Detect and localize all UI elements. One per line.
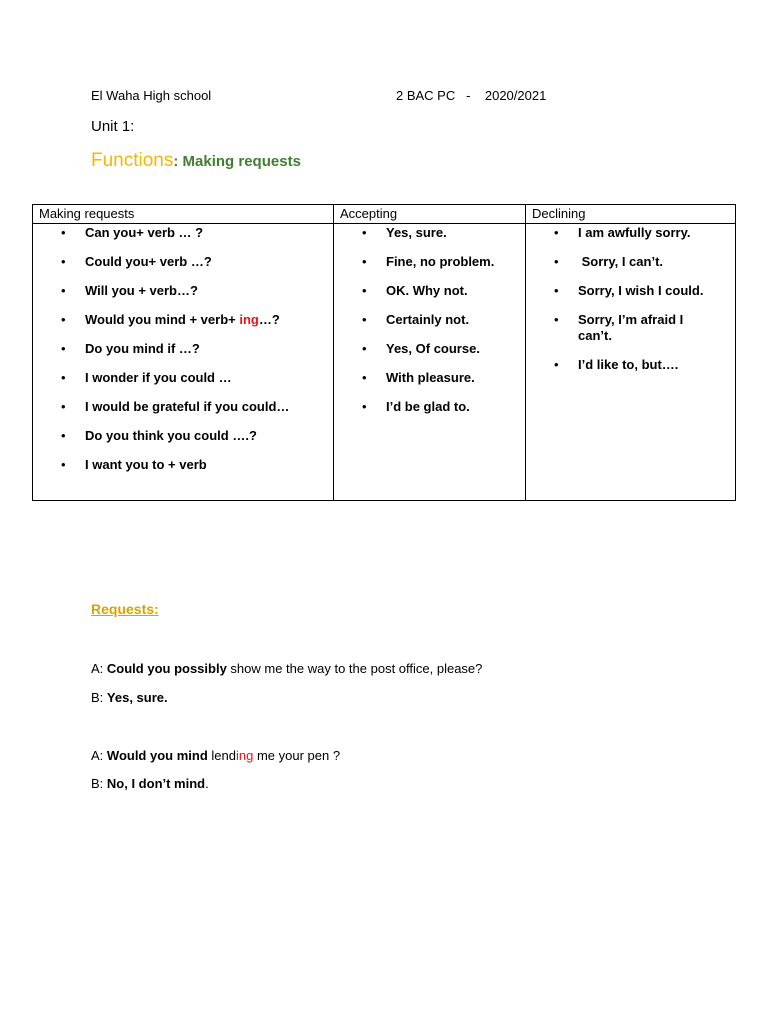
speaker-label: A [91, 748, 100, 763]
list-item [33, 283, 333, 312]
declining-list [526, 225, 735, 373]
list-item [33, 312, 333, 341]
list-item-text: Sorry, I wish I could. [578, 283, 704, 298]
list-item [33, 254, 333, 283]
list-item [33, 225, 333, 254]
list-item-text: Yes, sure. [386, 225, 447, 240]
list-item [526, 225, 698, 241]
bullet: • [362, 225, 367, 240]
bullet: • [61, 312, 66, 327]
functions-table [32, 204, 736, 501]
functions-colon: : [173, 153, 179, 170]
class-year: 2 BAC PC - 2020/2021 [396, 88, 547, 103]
ing-highlight: ing [235, 748, 254, 763]
dialog-line: B: No, I don’t mind. [91, 776, 209, 791]
list-item [334, 399, 525, 428]
ing-highlight: ing [239, 312, 259, 327]
list-item-text: Sorry, I can’t. [578, 254, 664, 269]
bullet: • [362, 341, 367, 356]
bullet: • [61, 370, 66, 385]
list-item-text: Certainly not. [386, 312, 470, 327]
bullet: • [61, 457, 66, 472]
list-item-text: Sorry, I’m afraid I can’t. [578, 312, 684, 343]
list-item [526, 357, 698, 373]
dialog-line: B: Yes, sure. [91, 690, 168, 705]
bullet: • [362, 370, 367, 385]
dialog-bold-text: Could you possibly [106, 661, 227, 676]
dialog-text: me your pen ? [253, 748, 341, 763]
list-item [334, 283, 525, 312]
requests-heading: Requests: [91, 601, 159, 617]
list-item [526, 283, 704, 299]
list-item-text: OK. Why not. [386, 283, 468, 298]
list-item [33, 399, 333, 428]
column-header-accepting: Accepting [334, 205, 525, 224]
list-item [334, 254, 525, 283]
bullet: • [362, 399, 367, 414]
list-item [33, 457, 333, 486]
bullet: • [554, 312, 559, 327]
dialog-text: . [205, 776, 209, 791]
list-item [526, 254, 698, 270]
accepting-list [334, 225, 525, 428]
bullet: • [61, 341, 66, 356]
list-item [33, 341, 333, 370]
accepting-column [334, 205, 526, 500]
bullet: • [61, 283, 66, 298]
bullet: • [554, 254, 559, 269]
functions-subtitle: Making requests [178, 153, 301, 170]
list-item-text: I wonder if you could … [85, 370, 232, 385]
speaker-label: B [91, 690, 100, 705]
list-item-text: Will you + verb…? [85, 283, 198, 298]
dialog-line: A: Would you mind lending me your pen ? [91, 748, 341, 763]
list-item [334, 312, 525, 341]
column-header-making-requests: Making requests [33, 205, 333, 224]
list-item [526, 312, 698, 344]
list-item [33, 428, 333, 457]
list-item-text: I am awfully sorry. [578, 225, 691, 240]
dialog-bold-text: Would you mind [106, 748, 208, 763]
unit-title: Unit 1: [91, 118, 135, 135]
dialog-text: lend [207, 748, 236, 763]
list-item-text: Do you mind if …? [85, 341, 200, 356]
functions-word: Functions [91, 150, 174, 171]
list-item-text: Would you mind + verb+ [85, 312, 240, 327]
dialog-bold-text: Yes, sure. [106, 690, 168, 705]
list-item-text: Fine, no problem. [386, 254, 495, 269]
bullet: • [362, 312, 367, 327]
declining-column [526, 205, 735, 500]
list-item-text: I want you to + verb [85, 457, 207, 472]
making-requests-list [33, 225, 333, 486]
making-requests-column [33, 205, 334, 500]
list-item-text: Could you+ verb …? [85, 254, 212, 269]
list-item [334, 370, 525, 399]
bullet: • [61, 254, 66, 269]
list-item-text: Can you+ verb … ? [85, 225, 204, 240]
bullet: • [61, 225, 66, 240]
list-item [334, 225, 525, 254]
list-item [33, 370, 333, 399]
dialog-bold-text: No, I don’t mind [106, 776, 206, 791]
dialog-line: A: Could you possibly show me the way to the post office, please? [91, 661, 483, 676]
bullet: • [362, 254, 367, 269]
bullet: • [362, 283, 367, 298]
list-item-text: I’d like to, but…. [578, 357, 679, 372]
list-item-text: I would be grateful if you could… [85, 399, 290, 414]
bullet: • [554, 225, 559, 240]
bullet: • [554, 357, 559, 372]
list-item-text-end: …? [258, 312, 280, 327]
speaker-label: A [91, 661, 100, 676]
bullet: • [554, 283, 559, 298]
speaker-label: B [91, 776, 100, 791]
list-item [334, 341, 525, 370]
list-item-text: With pleasure. [386, 370, 475, 385]
functions-heading [91, 150, 301, 172]
bullet: • [61, 428, 66, 443]
list-item-text: Do you think you could ….? [85, 428, 257, 443]
bullet: • [61, 399, 66, 414]
list-item-text: Yes, Of course. [386, 341, 480, 356]
list-item-text: I’d be glad to. [386, 399, 470, 414]
dialog-text: show me the way to the post office, please? [226, 661, 483, 676]
column-header-declining: Declining [526, 205, 735, 224]
school-name: El Waha High school [91, 88, 212, 103]
